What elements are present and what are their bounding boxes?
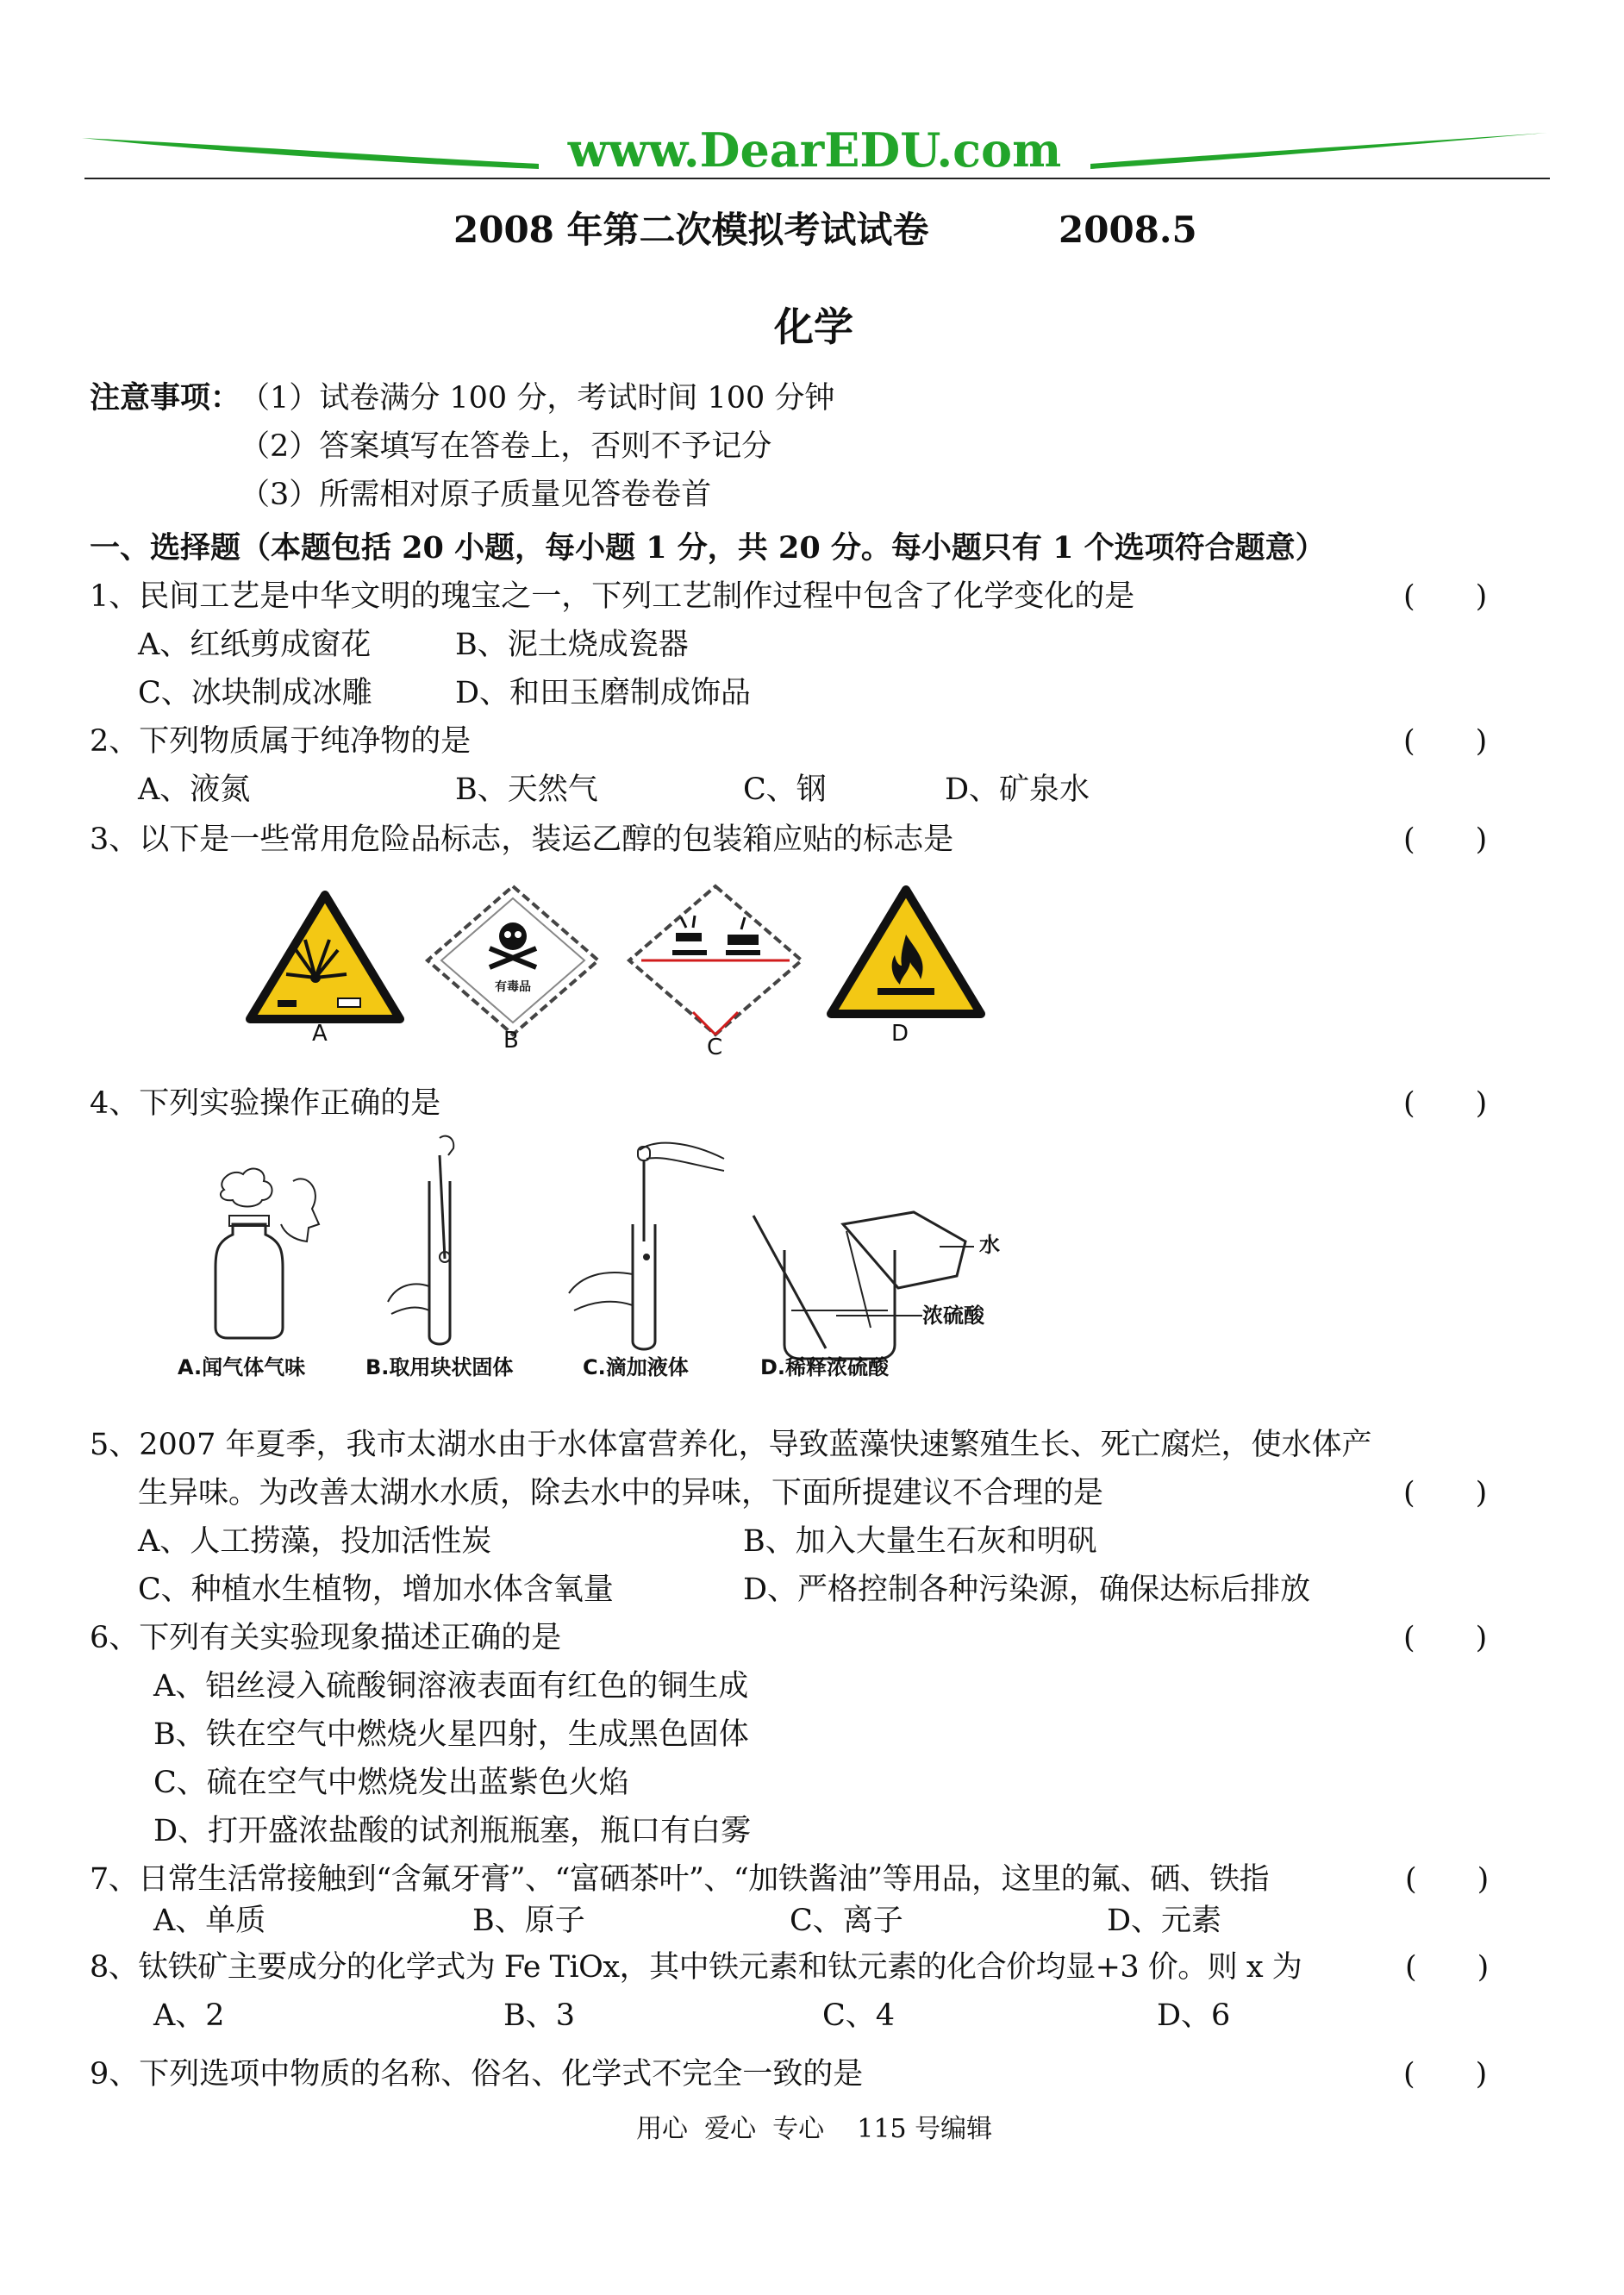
subject-title: 化学 [774, 303, 853, 350]
q6-answer-paren[interactable]: ( ) [1403, 1621, 1488, 1655]
acid-label: 浓硫酸 [922, 1304, 984, 1328]
exam-title: 2008 年第二次模拟考试试卷 [453, 209, 929, 251]
exam-date: 2008.5 [1059, 209, 1197, 251]
q5-stem-line2: 生异味。为改善太湖水水质，除去水中的异味，下面所提建议不合理的是 [138, 1476, 1104, 1510]
poison-sign-text: 有毒品 [495, 980, 531, 994]
q7-option-b: B、原子 [472, 1904, 585, 1938]
q4-answer-paren[interactable]: ( ) [1403, 1086, 1488, 1121]
q2-option-d: D、矿泉水 [945, 772, 1090, 807]
lab-solid-tube-illustration [379, 1129, 500, 1354]
q4-caption-a: A.闻气体气味 [178, 1355, 306, 1379]
hazard-sign-explosive-icon [243, 888, 407, 1026]
q1-option-c: C、冰块制成冰雕 [138, 676, 372, 710]
q6-option-d: D、打开盛浓盐酸的试剂瓶瓶塞，瓶口有白雾 [153, 1814, 752, 1848]
q6-option-a: A、铝丝浸入硫酸铜溶液表面有红色的铜生成 [153, 1669, 749, 1704]
note-3: （3）所需相对原子质量见答卷卷首 [240, 478, 712, 512]
q1-stem: 1、民间工艺是中华文明的瑰宝之一，下列工艺制作过程中包含了化学变化的是 [90, 579, 1135, 614]
q5-stem-line1: 5、2007 年夏季，我市太湖水由于水体富营养化，导致蓝藻快速繁殖生长、死亡腐烂，使水体产 [90, 1428, 1372, 1462]
q1-option-b: B、泥土烧成瓷器 [455, 628, 689, 662]
q4-caption-c: C.滴加液体 [583, 1355, 689, 1379]
q7-answer-paren[interactable]: ( ) [1405, 1862, 1490, 1897]
q2-answer-paren[interactable]: ( ) [1403, 724, 1488, 759]
lab-drop-liquid-illustration [560, 1129, 733, 1354]
hazard-label-d: D [891, 1021, 909, 1047]
note-1: （1）试卷满分 100 分，考试时间 100 分钟 [240, 381, 835, 416]
hazard-label-c: C [707, 1035, 723, 1060]
q7-option-d: D、元素 [1107, 1904, 1222, 1938]
q8-option-c: C、4 [822, 1998, 896, 2033]
q2-option-a: A、液氮 [138, 772, 251, 807]
q9-stem: 9、下列选项中物质的名称、俗名、化学式不完全一致的是 [90, 2057, 864, 2092]
q9-answer-paren[interactable]: ( ) [1403, 2057, 1488, 2092]
note-2: （2）答案填写在答卷上，否则不予记分 [240, 429, 772, 464]
q7-option-c: C、离子 [790, 1904, 903, 1938]
q7-stem: 7、日常生活常接触到“含氟牙膏”、“富硒茶叶”、“加铁酱油”等用品，这里的氟、硒、铁指 [90, 1862, 1270, 1897]
q6-option-b: B、铁在空气中燃烧火星四射，生成黑色固体 [153, 1717, 749, 1752]
q5-option-b: B、加入大量生石灰和明矾 [743, 1524, 1097, 1559]
q5-option-c: C、种植水生植物，增加水体含氧量 [138, 1573, 614, 1607]
q1-option-a: A、红纸剪成窗花 [138, 628, 372, 662]
q8-stem: 8、钛铁矿主要成分的化学式为 Fe TiOx，其中铁元素和钛元素的化合价均显+3 价。则 x 为 [90, 1950, 1302, 1985]
q1-option-d: D、和田玉磨制成饰品 [455, 676, 752, 710]
q2-stem: 2、下列物质属于纯净物的是 [90, 724, 472, 759]
hazard-sign-poison-icon [422, 883, 603, 1038]
q4-caption-d: D.稀释浓硫酸 [760, 1355, 890, 1379]
lab-dilute-acid-illustration [750, 1207, 974, 1362]
q3-answer-paren[interactable]: ( ) [1403, 822, 1488, 857]
q5-answer-paren[interactable]: ( ) [1403, 1476, 1488, 1510]
q8-answer-paren[interactable]: ( ) [1405, 1950, 1490, 1985]
q8-option-a: A、2 [153, 1998, 225, 2033]
hazard-sign-flammable-icon [824, 883, 988, 1021]
hazard-sign-corrosive-icon [624, 883, 807, 1038]
site-logo-text: www.DearEDU.com [567, 122, 1062, 178]
header-banner [82, 121, 1547, 181]
q6-option-c: C、硫在空气中燃烧发出蓝紫色火焰 [153, 1766, 629, 1800]
q8-option-d: D、6 [1157, 1998, 1231, 2033]
water-label: 水 [979, 1233, 1000, 1257]
page-footer: 用心 爱心 专心 115 号编辑 [636, 2114, 993, 2144]
q7-option-a: A、单质 [153, 1904, 266, 1938]
section-heading: 一、选择题（本题包括 20 小题，每小题 1 分，共 20 分。每小题只有 1 个选项符合题意） [90, 530, 1326, 566]
lab-smell-gas-illustration [198, 1155, 336, 1345]
q1-answer-paren[interactable]: ( ) [1403, 579, 1488, 614]
q4-stem: 4、下列实验操作正确的是 [90, 1086, 441, 1121]
q2-option-b: B、天然气 [455, 772, 598, 807]
hazard-label-b: B [503, 1028, 519, 1054]
q4-caption-b: B.取用块状固体 [365, 1355, 514, 1379]
q2-option-c: C、钢 [743, 772, 827, 807]
q5-option-a: A、人工捞藻，投加活性炭 [138, 1524, 492, 1559]
q8-option-b: B、3 [503, 1998, 575, 2033]
header-rule [84, 178, 1550, 179]
q5-option-d: D、严格控制各种污染源，确保达标后排放 [743, 1573, 1311, 1607]
q6-stem: 6、下列有关实验现象描述正确的是 [90, 1621, 562, 1655]
notes-label: 注意事项： [90, 380, 241, 416]
q3-stem: 3、以下是一些常用危险品标志，装运乙醇的包装箱应贴的标志是 [90, 822, 954, 857]
hazard-label-a: A [312, 1021, 328, 1047]
